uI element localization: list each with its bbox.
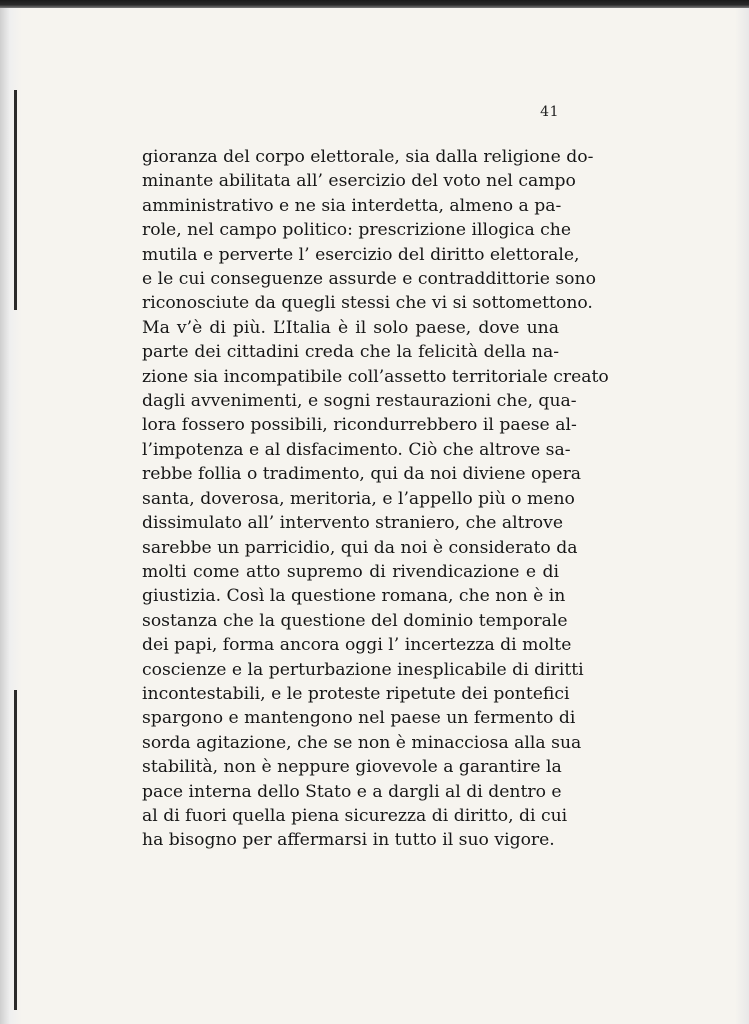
text-line: e le cui conseguenze assurde e contraddittorie sono	[142, 269, 596, 290]
text-line: stabilità, non è neppure giovevole a garantire la	[142, 757, 562, 778]
text-line: dissimulato all’ intervento straniero, che altrove	[142, 513, 564, 534]
scan-left-edge	[0, 8, 22, 1024]
text-line: riconosciute da quegli stessi che vi si sottomettono.	[142, 293, 593, 314]
text-line: coscienze e la perturbazione inesplicabile di diritti	[142, 659, 584, 680]
text-line: parte dei cittadini creda che la felicità della na-	[142, 342, 559, 363]
text-line: incontestabili, e le proteste ripetute dei pontefici	[142, 683, 570, 704]
text-line: sarebbe un parricidio, qui da noi è considerato da	[142, 537, 578, 558]
text-line: sostanza che la questione del dominio temporale	[142, 610, 568, 631]
text-line: al di fuori quella piena sicurezza di diritto, di cui	[142, 805, 568, 826]
text-line: dagli avvenimenti, e sogni restaurazioni che, qua-	[142, 391, 577, 412]
text-line: minante abilitata all’ esercizio del voto nel campo	[142, 171, 576, 192]
text-line: zione sia incompatibile coll’assetto territoriale creato	[142, 366, 609, 387]
text-line: dei papi, forma ancora oggi l’ incertezza di molte	[142, 635, 572, 656]
text-line: santa, doverosa, meritoria, e l’appello più o meno	[142, 488, 575, 509]
text-line: pace interna dello Stato e a dargli al di dentro e	[142, 781, 562, 802]
text-line: lora fossero possibili, ricondurrebbero il paese al-	[142, 415, 577, 436]
text-line: gioranza del corpo elettorale, sia dalla religione do-	[142, 147, 594, 167]
text-line: mutila e perverte l’ esercizio del diritto elettorale,	[142, 244, 580, 265]
text-line: ha bisogno per affermarsi in tutto il suo vigore.	[142, 830, 555, 851]
text-line: Ma v’è di più. L’Italia è il solo paese, dove una	[142, 317, 559, 338]
text-line: molti come atto supremo di rivendicazione e di	[142, 561, 559, 582]
text-line: giustizia. Così la questione romana, che non è in	[142, 586, 566, 607]
text-line: sorda agitazione, che se non è minacciosa alla sua	[142, 732, 582, 753]
page-number: 41	[540, 104, 559, 120]
binding-line	[14, 90, 17, 310]
scan-top-edge	[0, 0, 749, 8]
text-line: spargono e mantengono nel paese un fermento di	[142, 708, 576, 729]
body-text	[142, 145, 609, 853]
text-line: amministrativo e ne sia interdetta, almeno a pa-	[142, 195, 562, 216]
binding-line	[14, 690, 17, 1010]
scan-right-edge	[735, 8, 749, 1024]
text-line: l’impotenza e al disfacimento. Ciò che altrove sa-	[142, 439, 571, 460]
text-line: rebbe follia o tradimento, qui da noi diviene opera	[142, 464, 582, 485]
text-line: role, nel campo politico: prescrizione illogica che	[142, 220, 572, 241]
